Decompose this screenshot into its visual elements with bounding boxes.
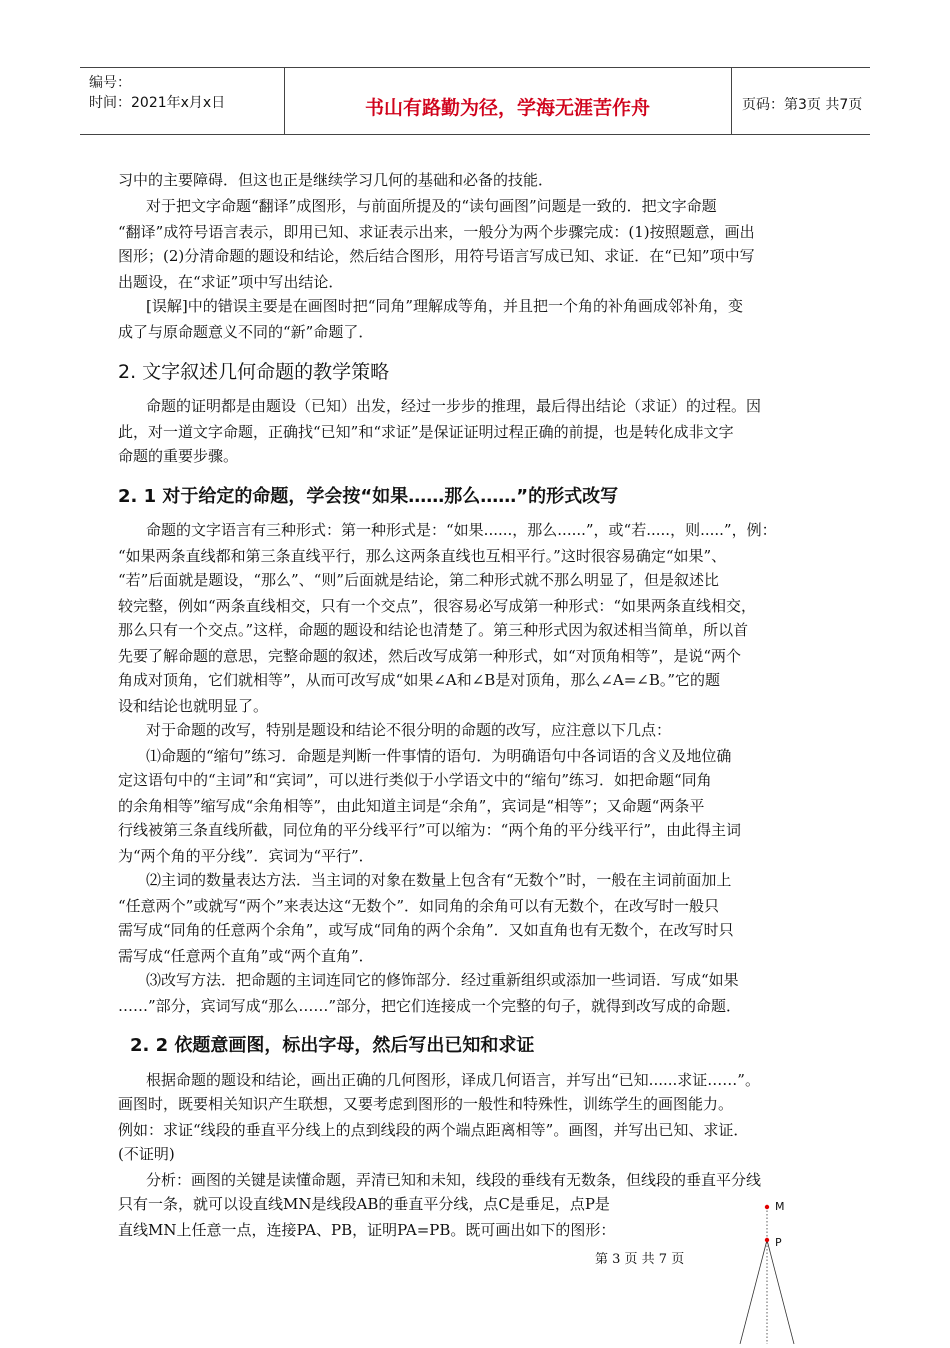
paragraph-line: 的余角相等”缩写成“余角相等”，由此知道主词是“余角”，宾词是“相等”；又命题“两条平 xyxy=(118,797,705,815)
segment-pa xyxy=(740,1240,767,1344)
page-header xyxy=(80,67,870,135)
section-heading: 2. 文字叙述几何命题的教学策略 xyxy=(118,361,390,383)
paragraph-line: ……”部分，宾词写成“那么……”部分，把它们连接成一个完整的句子，就得到改写成的命题． xyxy=(118,997,742,1015)
header-motto: 书山有路勤为径，学海无涯苦作舟 xyxy=(364,97,650,119)
perpendicular-bisector-figure xyxy=(720,1192,810,1344)
point-m xyxy=(765,1205,769,1209)
document-number-label: 编号： xyxy=(89,75,131,91)
paragraph-line: “若”后面就是题设，“那么”、“则”后面就是结论，第二种形式就不那么明显了，但是叙述比 xyxy=(118,571,720,589)
paragraph-line: 此，对一道文字命题，正确找“已知”和“求证”是保证证明过程正确的前提，也是转化成非文字 xyxy=(118,423,734,441)
paragraph-line: 分析：画图的关键是读懂命题，弄清已知和未知，线段的垂线有无数条，但线段的垂直平分线 xyxy=(146,1171,762,1189)
header-motto-cell xyxy=(284,68,732,134)
point-p xyxy=(765,1238,769,1242)
header-page-cell xyxy=(732,68,870,134)
header-page-number: 页码：第3页 共7页 xyxy=(742,97,863,113)
paragraph-line: 较完整，例如“两条直线相交，只有一个交点”，很容易必写成第一种形式：“如果两条直线相交， xyxy=(118,597,757,615)
paragraph-line: “翻译”成符号语言表示，即用已知、求证表示出来，一般分为两个步骤完成：(1)按照题意，画出 xyxy=(118,223,755,241)
paragraph-line: 先要了解命题的意思，完整命题的叙述，然后改写成第一种形式，如“对顶角相等”，是说“两个 xyxy=(118,647,742,665)
paragraph-line: [误解]中的错误主要是在画图时把“同角”理解成等角，并且把一个角的补角画成邻补角，变 xyxy=(146,297,744,315)
figure-drawing xyxy=(720,1192,810,1344)
label-m: M xyxy=(775,1200,785,1213)
paragraph-line: 定这语句中的“主词”和“宾词”，可以进行类似于小学语文中的“缩句”练习．如把命题“同角 xyxy=(118,771,712,789)
paragraph-line: 根据命题的题设和结论，画出正确的几何图形，译成几何语言，并写出“已知......求证……”。 xyxy=(146,1071,760,1089)
subsection-heading: 2. 2 依题意画图，标出字母，然后写出已知和求证 xyxy=(130,1035,535,1056)
paragraph-line: 命题的文字语言有三种形式：第一种形式是：“如果......，那么......”，或“若.....，则.....”，例： xyxy=(146,521,777,539)
paragraph-line: 那么只有一个交点。”这样，命题的题设和结论也清楚了。第三种形式因为叙述相当简单，所以首 xyxy=(118,621,749,639)
paragraph-line: 命题的重要步骤。 xyxy=(118,447,239,465)
paragraph-line: 对于命题的改写，特别是题设和结论不很分明的命题的改写，应注意以下几点： xyxy=(146,721,672,739)
page-footer: 第 3 页 共 7 页 xyxy=(595,1252,685,1267)
paragraph-line: 对于把文字命题“翻译”成图形，与前面所提及的“读句画图”问题是一致的．把文字命题 xyxy=(146,197,717,215)
paragraph-line: 图形；(2)分清命题的题设和结论，然后结合图形，用符号语言写成已知、求证．在“已知”项中写 xyxy=(118,247,755,265)
paragraph-line: 需写成“同角的任意两个余角”，或写成“同角的两个余角”．又如直角也有无数个，在改写时只 xyxy=(118,921,734,939)
label-p: P xyxy=(775,1236,782,1249)
paragraph-line: 角成对顶角，它们就相等”，从而可改写成“如果∠A和∠B是对顶角，那么∠A=∠B。”它的题 xyxy=(118,671,721,689)
paragraph-line: 习中的主要障碍．但这也正是继续学习几何的基础和必备的技能． xyxy=(118,171,554,189)
paragraph-line: ⑴命题的“缩句”练习．命题是判断一件事情的语句．为明确语句中各词语的含义及地位确 xyxy=(146,747,732,765)
paragraph-line: 例如：求证“线段的垂直平分线上的点到线段的两个端点距离相等”。画图，并写出已知、求证． xyxy=(118,1121,749,1139)
paragraph-line: 直线MN上任意一点，连接PA、PB，证明PA=PB。既可画出如下的图形： xyxy=(118,1221,616,1239)
paragraph-line: “任意两个”或就写“两个”来表达这“无数个”．如同角的余角可以有无数个，在改写时一般只 xyxy=(118,897,720,915)
paragraph-line: ⑶改写方法．把命题的主词连同它的修饰部分．经过重新组织或添加一些词语．写成“如果 xyxy=(146,971,739,989)
subsection-heading: 2. 1 对于给定的命题，学会按“如果……那么……”的形式改写 xyxy=(118,486,619,507)
paragraph-line: 命题的证明都是由题设（已知）出发，经过一步步的推理，最后得出结论（求证）的过程。因 xyxy=(146,397,762,415)
document-date-label: 时间：2021年x月x日 xyxy=(89,95,226,111)
paragraph-line: 出题设，在“求证”项中写出结论． xyxy=(118,273,344,291)
paragraph-line: (不证明) xyxy=(118,1145,175,1163)
paragraph-line: ⑵主词的数量表达方法．当主词的对象在数量上包含有“无数个”时，一般在主词前面加上 xyxy=(146,871,732,889)
paragraph-line: 设和结论也就明显了。 xyxy=(118,697,269,715)
paragraph-line: 成了与原命题意义不同的“新”命题了． xyxy=(118,323,374,341)
paragraph-line: 画图时，既要相关知识产生联想，又要考虑到图形的一般性和特殊性，训练学生的画图能力。 xyxy=(118,1095,734,1113)
paragraph-line: 需写成“任意两个直角”或“两个直角”． xyxy=(118,947,374,965)
header-meta-cell xyxy=(80,68,285,134)
paragraph-line: 行线被第三条直线所截，同位角的平分线平行”可以缩为：“两个角的平分线平行”，由此得主词 xyxy=(118,821,742,839)
paragraph-line: 为“两个角的平分线”．宾词为“平行”． xyxy=(118,847,374,865)
paragraph-line: 只有一条，就可以设直线MN是线段AB的垂直平分线，点C是垂足，点P是 xyxy=(118,1195,610,1213)
segment-pb xyxy=(767,1240,794,1344)
paragraph-line: “如果两条直线都和第三条直线平行，那么这两条直线也互相平行。”这时很容易确定“如果”、 xyxy=(118,547,727,565)
